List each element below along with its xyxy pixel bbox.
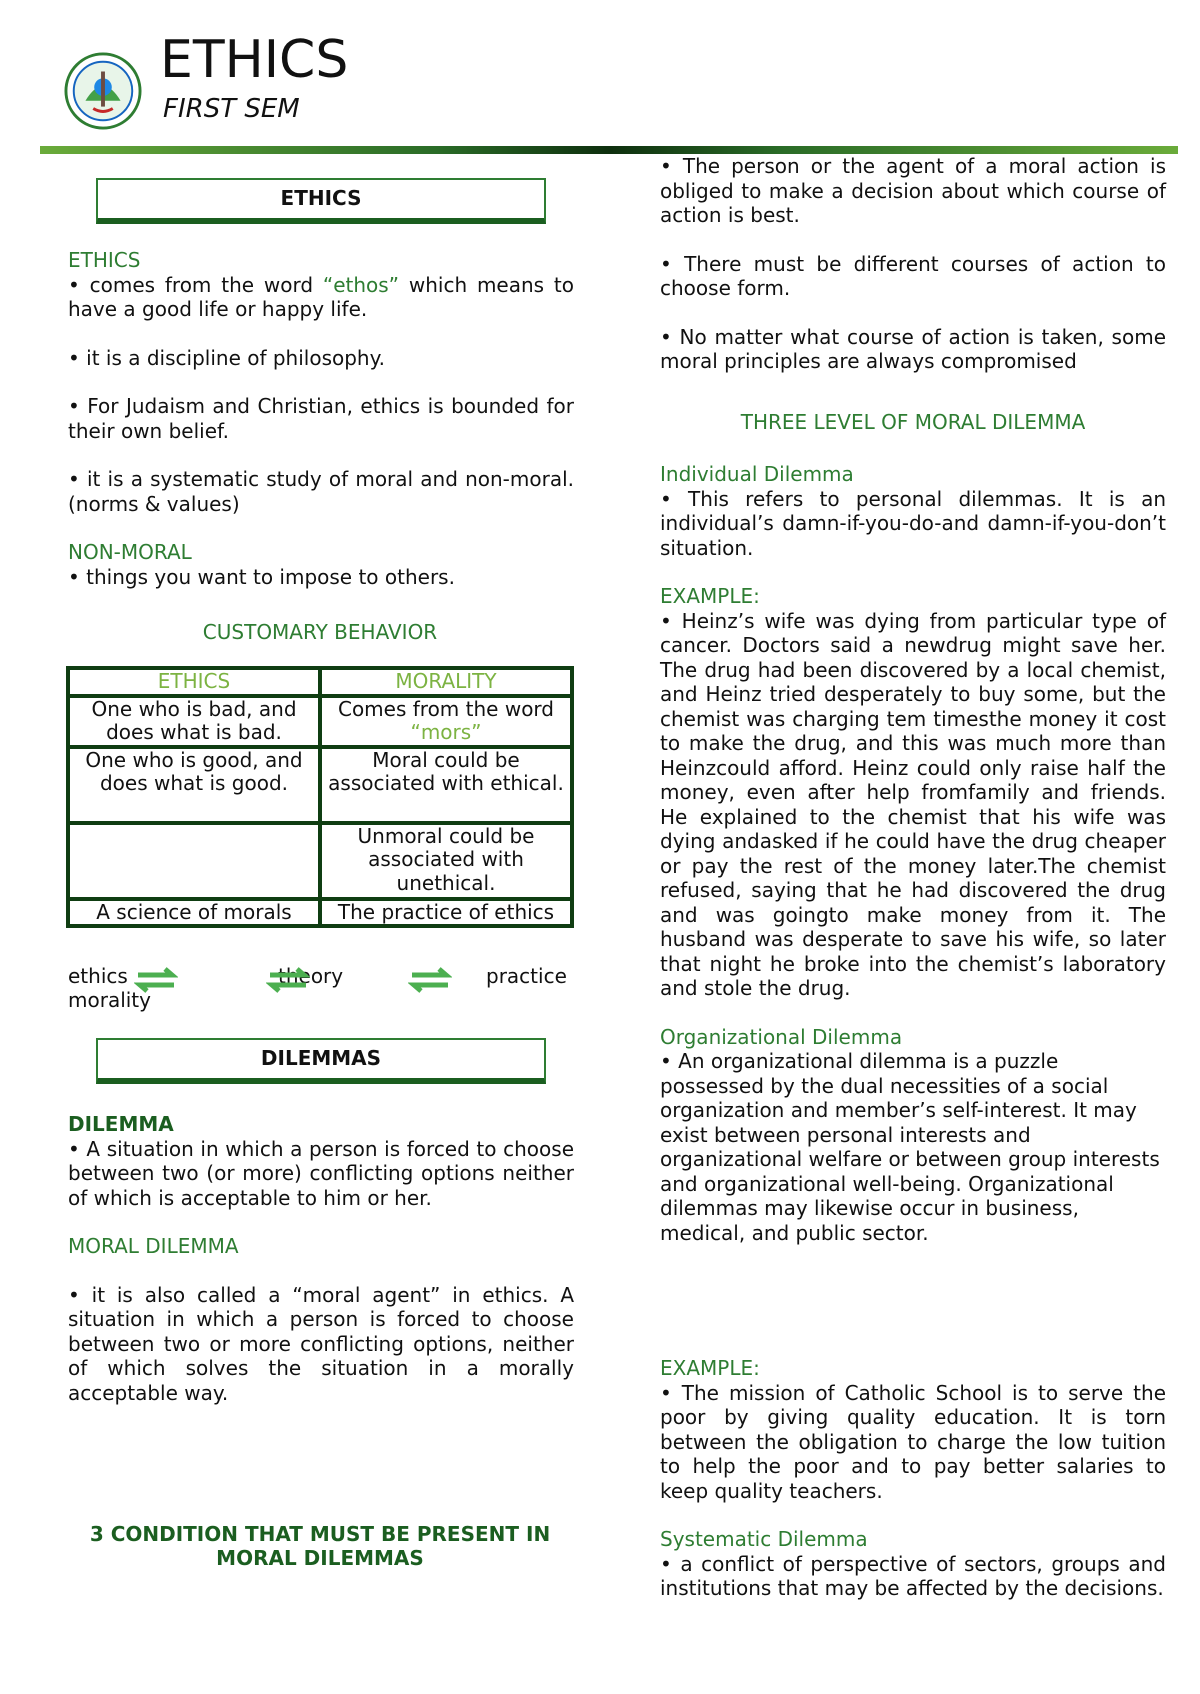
example1-heading: EXAMPLE: — [660, 584, 760, 608]
ethos-word: “ethos” — [322, 272, 400, 297]
organizational-bullet-1: • An organizational dilemma is a puzzle possessed by the dual necessities of a social organization and member’s self-interest. It may exist between personal interests and organizational welfare or between group interests and organizational well-being. Organizational dilemmas may likewise occur in business, medical, and public sector. — [660, 1049, 1160, 1245]
condition-bullet-1: • The person or the agent of a moral action is obliged to make a decision about which course of action is best. — [660, 154, 1166, 227]
example2-bullet-1: • The mission of Catholic School is to serve the poor by giving quality education. It is torn between the obligation to charge the low tuition to help the poor and to pay better salaries to keep quality teachers. — [660, 1380, 1166, 1503]
example2-heading: EXAMPLE: — [660, 1356, 760, 1380]
flow-ethics: ethics — [68, 964, 128, 988]
example2-section — [660, 1356, 1166, 1601]
organizational-heading: Organizational Dilemma — [660, 1024, 903, 1049]
section-box-dilemmas — [96, 1038, 546, 1084]
flow-practice: practice — [486, 964, 567, 988]
section-box-ethics — [96, 178, 546, 224]
individual-heading: Individual Dilemma — [660, 462, 854, 486]
dilemma-section — [68, 1112, 574, 1405]
university-seal-logo — [64, 52, 142, 130]
double-arrow-icon — [134, 966, 178, 994]
table-cell: One who is bad, and does what is bad. — [70, 698, 318, 745]
table-cell: A science of morals — [70, 901, 318, 925]
table-cell — [70, 825, 318, 897]
example1-bullet-1: • Heinz’s wife was dying from particular type of cancer. Doctors said a newdrug might save her. The drug had been discovered by a local chemist, and Heinz tried desperately to buy some, but the chemist was charging tem timesthe money it cost to make the drug, and this was much more than Heinzcould afford. Heinz could only raise half the money, even after help fromfamily and friends. He explained to the chemist that his wife was dying andasked if he could have the drug cheaper or pay the rest of the money later.The chemist refused, saying that he had discovered the drug and was goingto make money from it. The husband was desperate to save his wife, so later that night he broke into the chemist’s laboratory and stole the drug. — [660, 608, 1166, 1000]
section-box-dilemmas-label: DILEMMAS — [260, 1046, 382, 1070]
flow-morality: morality — [68, 988, 151, 1012]
table-cell: Moral could be associated with ethical. — [322, 749, 570, 821]
dilemma-bullet-1: • A situation in which a person is forced to choose between two (or more) conflicting options neither of which is acceptable to him or her. — [68, 1136, 574, 1210]
header-divider — [40, 146, 1178, 154]
condition-bullet-2: • There must be different courses of action to choose form. — [660, 251, 1166, 300]
table-cell: One who is good, and does what is good. — [70, 749, 318, 821]
page-subtitle: FIRST SEM — [163, 94, 300, 124]
table-cell: The practice of ethics — [322, 901, 570, 925]
individual-bullet-1: • This refers to personal dilemmas. It is an individual’s damn-if-you-do-and damn-if-you-don’t situation. — [660, 486, 1166, 560]
ethics-bullet-1: • comes from the word “ethos” which means to have a good life or happy life. — [68, 272, 574, 321]
ethics-bullet-3: • For Judaism and Christian, ethics is bounded for their own belief. — [68, 394, 574, 443]
table-cell: Comes from the word “mors” — [322, 698, 570, 745]
ethics-morality-table — [66, 666, 574, 928]
table-header-ethics: ETHICS — [70, 670, 318, 694]
page-title: ETHICS — [160, 30, 349, 90]
table-cell: Unmoral could be associated with unethical. — [322, 825, 570, 897]
ethics-bullet-4: • it is a systematic study of moral and non-moral. (norms & values) — [68, 467, 574, 516]
nonmoral-bullet-1: • things you want to impose to others. — [68, 564, 455, 589]
levels-heading: THREE LEVEL OF MORAL DILEMMA — [740, 410, 1086, 434]
double-arrow-icon — [408, 966, 452, 994]
ethics-bullet-2: • it is a discipline of philosophy. — [68, 345, 385, 370]
customary-behavior-heading: CUSTOMARY BEHAVIOR — [202, 620, 438, 644]
systematic-heading: Systematic Dilemma — [660, 1527, 868, 1551]
ethics-section — [68, 248, 574, 589]
conditions-heading: 3 CONDITION THAT MUST BE PRESENT IN MORAL DILEMMAS — [89, 1522, 551, 1570]
condition-bullet-3: • No matter what course of action is taken, some moral principles are always compromised — [660, 324, 1166, 373]
ethics-heading: ETHICS — [68, 248, 141, 272]
table-header-morality: MORALITY — [322, 670, 570, 694]
systematic-bullet-1: • a conflict of perspective of sectors, groups and institutions that may be affected by the decisions. — [660, 1551, 1166, 1600]
flow-theory: theory — [278, 964, 344, 988]
mors-word: “mors” — [410, 720, 482, 744]
moral-dilemma-heading: MORAL DILEMMA — [68, 1234, 239, 1258]
conditions-list — [660, 154, 1166, 374]
dilemma-heading: DILEMMA — [68, 1112, 174, 1136]
section-box-ethics-label: ETHICS — [280, 186, 362, 210]
nonmoral-heading: NON-MORAL — [68, 540, 192, 564]
double-arrow-icon — [266, 966, 310, 994]
levels-section — [660, 462, 1166, 1245]
moral-dilemma-bullet-1: • it is also called a “moral agent” in ethics. A situation in which a person is forced to choose between two or more conflicting options, neither of which solves the situation in a morally acceptable way. — [68, 1282, 574, 1405]
